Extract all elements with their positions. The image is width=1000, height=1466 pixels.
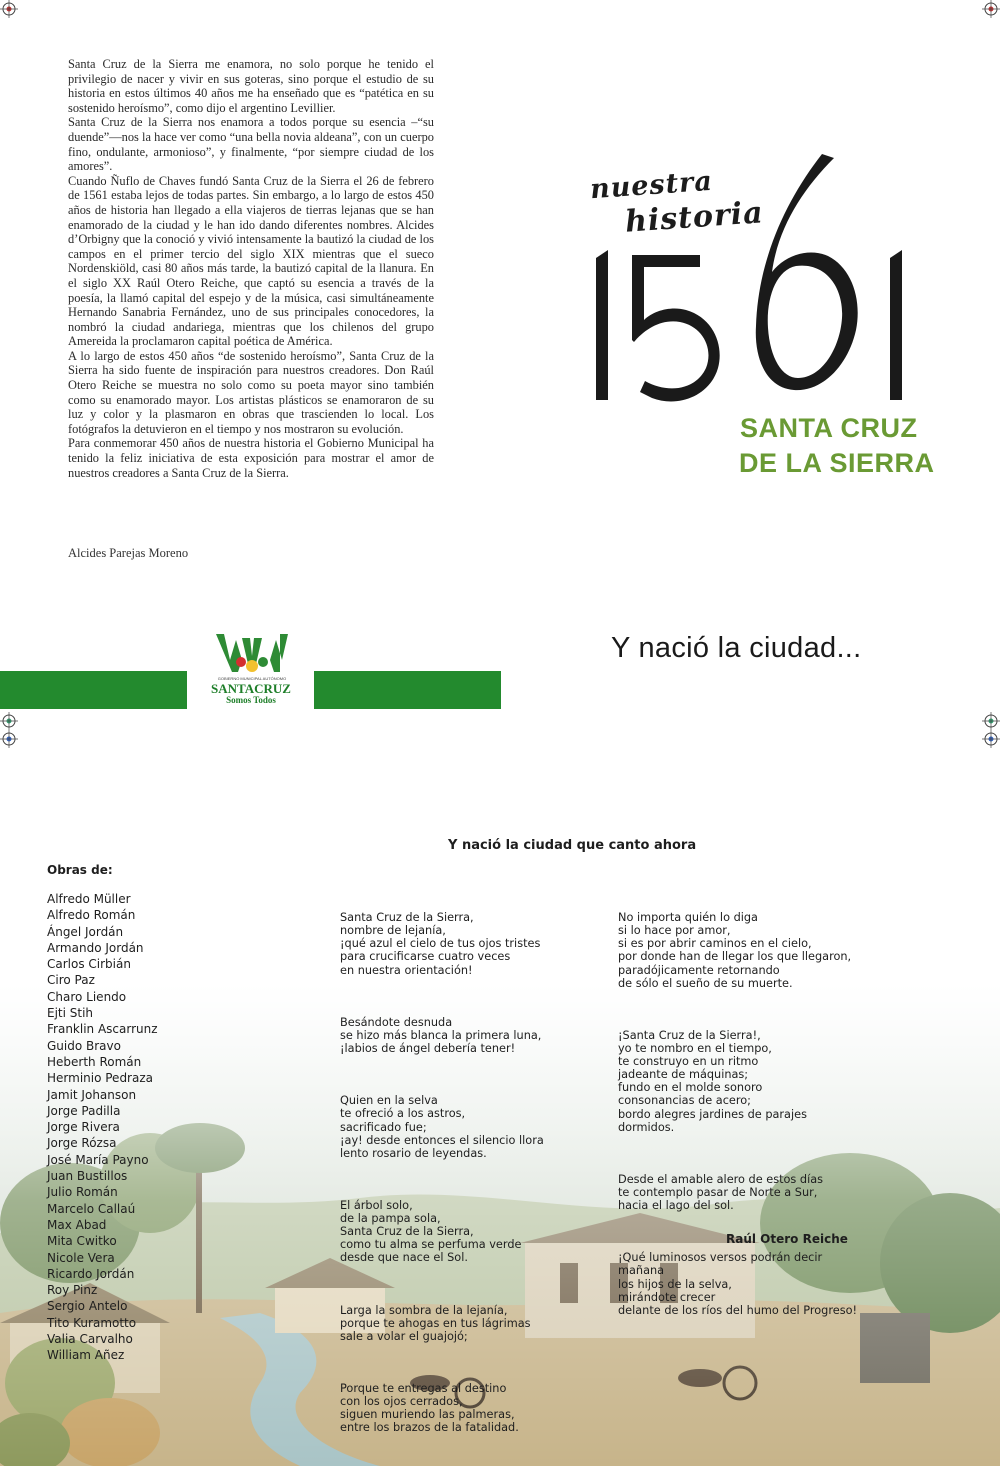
poem-author: Raúl Otero Reiche [726,1232,848,1246]
artist-name: Charo Liendo [47,989,127,1004]
artist-name: Armando Jordán [47,940,144,955]
author-signature: Alcides Parejas Moreno [68,546,189,560]
poem-stanza: El árbol solo, de la pampa sola, Santa Cruz de la Sierra, como tu alma se perfuma verde desde que nace el Sol. [340,1198,522,1265]
poem-stanza: Larga la sombra de la lejanía, porque te ahogas en tus lágrimas sale a volar el guajojó; [340,1303,531,1343]
cover-tagline: Y nació la ciudad... [611,632,862,664]
city-name-line-1: SANTA CRUZ [740,413,918,443]
artist-name: Guido Bravo [47,1038,121,1053]
artist-name: Carlos Cirbián [47,957,131,972]
artist-name: Heberth Román [47,1054,142,1069]
intro-text [68,57,434,480]
artist-name: Roy Pinz [47,1283,98,1298]
artist-name: Juan Bustillos [47,1169,128,1184]
inside-panel [0,733,1000,1466]
poem-stanza: Quien en la selva te ofreció a los astros, sacrificado fue; ¡ay! desde entonces el silencio llora lento rosario de leyendas. [340,1094,544,1160]
artist-name: Nicole Vera [47,1250,115,1265]
year-1561-graphic [590,150,920,405]
city-name-line-2: DE LA SIERRA [739,448,935,478]
intro-paragraph: A lo largo de estos 450 años “de sostenido heroísmo”, Santa Cruz de la Sierra ha sido fuente de inspiración para nuestros creadores. Don Raúl Otero Reiche se muestra no solo como su poeta mayor sino también como su enamorado mayor. Los artistas plásticos se enamoraron de su luz y color y la plasmaron en obras que trascienden lo local. Los fotógrafos la detuvieron en el tiempo y nos mostraron su evolución. [68,348,434,436]
logo-subtext: GOBIERNO MUNICIPAL AUTÓNOMO [217,676,287,681]
script-nuestra: nuestra [589,165,714,206]
poem-stanza: Santa Cruz de la Sierra, nombre de lejanía, ¡qué azul el cielo de tus ojos tristes para crucificarse cuatro veces en nuestra orientación! [340,911,541,977]
poem-stanza: Besándote desnuda se hizo más blanca la primera luna, ¡labios de ángel debería tener! [340,1015,542,1056]
artist-name: Alfredo Román [47,908,136,923]
artists-title: Obras de: [47,863,113,877]
artist-name: Max Abad [47,1217,107,1232]
artist-name: Jorge Rózsa [47,1136,117,1151]
logo-tagline: Somos Todos [226,695,276,705]
intro-paragraph: Para conmemorar 450 años de nuestra historia el Gobierno Municipal ha tenido la feliz iniciativa de esta exposición para mostrar el amor de nuestros creadores a Santa Cruz de la Sierra. [68,436,434,480]
artist-name: Franklin Ascarrunz [47,1022,158,1037]
artist-name: Jamit Johanson [47,1087,137,1102]
artist-name: Alfredo Müller [47,892,131,906]
intro-paragraph: Santa Cruz de la Sierra me enamora, no solo porque he tenido el privilegio de nacer y vivir en sus goteras, sino porque el estudio de su historia en estos últimos 40 años me ha enseñado que es “patética en su sostenido heroísmo”, como dijo el argentino Levillier. [68,57,434,115]
intro-paragraph: Cuando Ñuflo de Chaves fundó Santa Cruz de la Sierra el 26 de febrero de 1561 estaba lejos de todas partes. Sin embargo, a lo largo de estos 450 años de historia han llegado a ella viajeros de tierras lejanas que se han enamorado de la ciudad y le han ido dando diferentes nombres. Alcides d’Orbigny que la conoció y vivió intensamente la bautizó la ciudad de los campos en el primer tercio del siglo XIX mientras que el sueco Nordenskiöld, casi 80 años más tarde, la bautizó capital de la llanura. En el siglo XX Raúl Otero Reiche, que captó su esencia a través de la poesía, la llamó capital del espejo y de la música, casi simultáneamente Hernando Sanabria Fernández, uno de sus principales conocedores, la nombró la ciudad andariega, mientras que los chilenos del grupo Amereida la proclamaron capital poética de América. [68,173,434,349]
intro-paragraph: Santa Cruz de la Sierra nos enamora a todos porque su esencia –“su duende”—nos la hace ver como “una bella novia aldeana”, con un cuerpo fino, ondulante, armonioso”, y finalmente, “por siempre ciudad de los amores”. [68,115,434,174]
artist-name: Ricardo Jordán [47,1266,135,1281]
artist-name: Herminio Pedraza [47,1071,153,1086]
poem-stanza: No importa quién lo diga si lo hace por amor, si es por abrir caminos en el cielo, por donde han de llegar los que llegaron, paradójicamente retornando de sólo el sueño de su muerte. [618,911,852,990]
artist-name: Mita Cwitko [47,1234,117,1249]
artist-name: Julio Román [47,1185,118,1200]
poem-title: Y nació la ciudad que canto ahora [448,838,697,853]
green-band [314,671,501,709]
artist-name: Ejti Stih [47,1006,94,1021]
artist-name: José María Payno [47,1152,149,1167]
poem-stanza: ¡Santa Cruz de la Sierra!, yo te nombro en el tiempo, te construyo en un ritmo jadeante de máquinas; fundo en el molde sonoro consonancias de acero; bordo alegres jardines de parajes dormidos. [618,1028,807,1134]
artist-name: Valia Carvalho [47,1332,133,1347]
artist-name: Marcelo Callaú [47,1201,136,1216]
artist-name: William Añez [47,1348,125,1363]
poem-column-left [340,885,544,1466]
logo-name: SANTACRUZ [211,681,291,696]
artist-name: Jorge Rivera [47,1120,120,1135]
artist-name: Ciro Paz [47,973,95,988]
poem-stanza: Porque te entregas al destino con los ojos cerrados, siguen muriendo las palmeras, entre los brazos de la fatalidad. [340,1382,519,1435]
artist-name: Tito Kuramotto [47,1315,137,1330]
poem-stanza: ¡Qué luminosos versos podrán decir mañana los hijos de la selva, mirándote crecer delante de los ríos del humo del Progreso! [618,1251,858,1317]
poem-column-right [618,885,857,1356]
artist-name: Sergio Antelo [47,1299,128,1314]
green-band [0,671,187,709]
poem-stanza: Desde el amable alero de estos días te contemplo pasar de Norte a Sur, hacia el lago del sol. [618,1172,824,1213]
script-historia: historia [623,195,765,240]
artist-name: Ángel Jordán [47,924,124,939]
artists-list [47,891,158,1364]
artist-name: Jorge Padilla [47,1103,121,1118]
